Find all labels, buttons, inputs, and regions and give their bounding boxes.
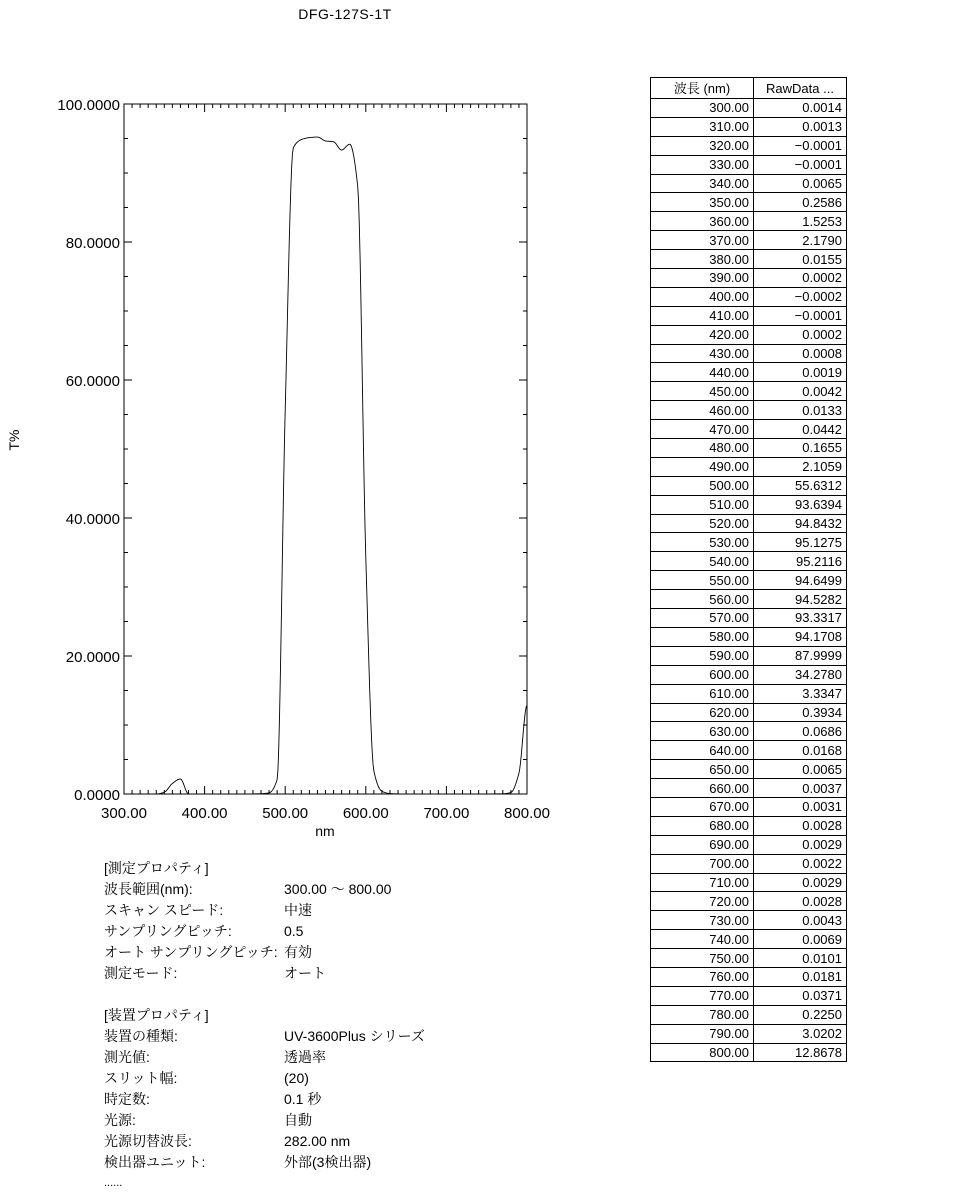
property-row — [104, 879, 425, 900]
wavelength-cell: 700.00 — [651, 854, 754, 873]
rawdata-cell: 34.2780 — [754, 665, 847, 684]
rawdata-cell: −0.0002 — [754, 287, 847, 306]
table-row — [651, 873, 847, 892]
rawdata-cell: 0.0029 — [754, 873, 847, 892]
rawdata-cell: 94.8432 — [754, 514, 847, 533]
measurement-heading: [測定プロパティ] — [104, 860, 209, 876]
table-row — [651, 533, 847, 552]
table-row — [651, 476, 847, 495]
property-key: 波長範囲(nm): — [104, 881, 193, 897]
y-tick-label: 0.0000 — [74, 787, 120, 804]
property-key: オート サンプリングピッチ: — [104, 944, 278, 960]
rawdata-cell: 3.3347 — [754, 684, 847, 703]
y-axis-label: T% — [6, 429, 22, 451]
wavelength-cell: 320.00 — [651, 136, 754, 155]
table-row — [651, 269, 847, 288]
wavelength-cell: 430.00 — [651, 344, 754, 363]
column-header-wavelength[interactable]: 波長 (nm) — [651, 78, 754, 99]
table-row — [651, 590, 847, 609]
y-tick-label: 80.0000 — [65, 235, 120, 252]
wavelength-cell: 680.00 — [651, 816, 754, 835]
rawdata-cell: 0.0442 — [754, 420, 847, 439]
rawdata-cell: 0.0155 — [754, 250, 847, 269]
wavelength-cell: 570.00 — [651, 609, 754, 628]
property-row — [104, 900, 425, 921]
wavelength-cell: 770.00 — [651, 986, 754, 1005]
wavelength-cell: 340.00 — [651, 174, 754, 193]
rawdata-cell: 0.0043 — [754, 911, 847, 930]
property-key: サンプリングピッチ: — [104, 923, 232, 939]
table-row — [651, 552, 847, 571]
x-tick-label: 400.00 — [181, 805, 228, 822]
property-value: 自動 — [284, 1112, 312, 1128]
table-row — [651, 117, 847, 136]
series-line — [124, 137, 527, 794]
wavelength-cell: 360.00 — [651, 212, 754, 231]
table-row — [651, 193, 847, 212]
table-row — [651, 779, 847, 798]
table-row — [651, 99, 847, 118]
rawdata-cell: 94.1708 — [754, 627, 847, 646]
wavelength-cell: 390.00 — [651, 269, 754, 288]
property-row — [104, 1026, 425, 1047]
wavelength-cell: 400.00 — [651, 287, 754, 306]
rawdata-cell: 94.6499 — [754, 571, 847, 590]
wavelength-cell: 650.00 — [651, 760, 754, 779]
table-row — [651, 287, 847, 306]
wavelength-cell: 780.00 — [651, 1005, 754, 1024]
wavelength-cell: 640.00 — [651, 741, 754, 760]
wavelength-cell: 710.00 — [651, 873, 754, 892]
wavelength-cell: 310.00 — [651, 117, 754, 136]
wavelength-cell: 500.00 — [651, 476, 754, 495]
wavelength-cell: 440.00 — [651, 363, 754, 382]
table-row — [651, 325, 847, 344]
table-row — [651, 703, 847, 722]
wavelength-cell: 540.00 — [651, 552, 754, 571]
data-table — [650, 77, 847, 1062]
wavelength-cell: 480.00 — [651, 439, 754, 458]
column-header-rawdata[interactable]: RawData ... — [754, 78, 847, 99]
wavelength-cell: 560.00 — [651, 590, 754, 609]
property-key: スキャン スピード: — [104, 902, 224, 918]
rawdata-cell: 0.2250 — [754, 1005, 847, 1024]
property-row — [104, 963, 425, 984]
rawdata-cell: 0.0101 — [754, 949, 847, 968]
wavelength-cell: 330.00 — [651, 155, 754, 174]
wavelength-cell: 380.00 — [651, 250, 754, 269]
property-value: 282.00 nm — [284, 1133, 351, 1149]
wavelength-cell: 510.00 — [651, 495, 754, 514]
properties-section — [104, 858, 425, 1194]
rawdata-cell: 0.0042 — [754, 382, 847, 401]
x-tick-label: 500.00 — [262, 805, 309, 822]
rawdata-cell: 0.0371 — [754, 986, 847, 1005]
plot-frame — [124, 104, 527, 794]
rawdata-cell: −0.0001 — [754, 155, 847, 174]
property-row — [104, 1089, 425, 1110]
table-row — [651, 986, 847, 1005]
table-row — [651, 892, 847, 911]
table-row — [651, 212, 847, 231]
x-axis-label: nm — [315, 823, 335, 839]
rawdata-cell: 95.1275 — [754, 533, 847, 552]
property-value: (20) — [284, 1070, 309, 1086]
rawdata-cell: 0.0069 — [754, 930, 847, 949]
wavelength-cell: 370.00 — [651, 231, 754, 250]
y-tick-label: 60.0000 — [65, 373, 120, 390]
property-value: UV-3600Plus シリーズ — [284, 1028, 425, 1044]
table-row — [651, 1024, 847, 1043]
table-row — [651, 382, 847, 401]
property-value: 0.5 — [284, 923, 304, 939]
wavelength-cell: 600.00 — [651, 665, 754, 684]
wavelength-cell: 490.00 — [651, 457, 754, 476]
table-row — [651, 571, 847, 590]
wavelength-cell: 300.00 — [651, 99, 754, 118]
table-row — [651, 816, 847, 835]
x-tick-label: 300.00 — [101, 805, 147, 822]
property-row — [104, 921, 425, 942]
wavelength-cell: 630.00 — [651, 722, 754, 741]
property-key: 検出器ユニット: — [104, 1154, 206, 1170]
y-tick-label: 20.0000 — [65, 649, 120, 666]
table-row — [651, 401, 847, 420]
rawdata-cell: 0.0002 — [754, 325, 847, 344]
property-row — [104, 1152, 425, 1173]
property-key: 測光値: — [104, 1049, 150, 1065]
property-key: 測定モード: — [104, 965, 178, 981]
table-row — [651, 930, 847, 949]
x-tick-label: 700.00 — [423, 805, 470, 822]
rawdata-cell: 0.0019 — [754, 363, 847, 382]
table-row — [651, 306, 847, 325]
rawdata-cell: 0.0008 — [754, 344, 847, 363]
rawdata-cell: 0.2586 — [754, 193, 847, 212]
y-tick-label: 40.0000 — [65, 511, 120, 528]
rawdata-cell: 0.0028 — [754, 892, 847, 911]
report-title: DFG-127S-1T — [298, 6, 392, 22]
rawdata-cell: 0.0065 — [754, 174, 847, 193]
table-row — [651, 174, 847, 193]
rawdata-cell: 94.5282 — [754, 590, 847, 609]
rawdata-cell: 1.5253 — [754, 212, 847, 231]
wavelength-cell: 660.00 — [651, 779, 754, 798]
rawdata-cell: 2.1790 — [754, 231, 847, 250]
table-row — [651, 627, 847, 646]
wavelength-cell: 730.00 — [651, 911, 754, 930]
rawdata-cell: 3.0202 — [754, 1024, 847, 1043]
wavelength-cell: 750.00 — [651, 949, 754, 968]
table-row — [651, 231, 847, 250]
property-key: スリット幅: — [104, 1070, 178, 1086]
wavelength-cell: 790.00 — [651, 1024, 754, 1043]
wavelength-cell: 450.00 — [651, 382, 754, 401]
table-row — [651, 155, 847, 174]
table-row — [651, 457, 847, 476]
wavelength-cell: 610.00 — [651, 684, 754, 703]
wavelength-cell: 590.00 — [651, 646, 754, 665]
rawdata-cell: 95.2116 — [754, 552, 847, 571]
ellipsis: ...... — [104, 1177, 123, 1189]
rawdata-cell: 0.0168 — [754, 741, 847, 760]
wavelength-cell: 470.00 — [651, 420, 754, 439]
wavelength-cell: 460.00 — [651, 401, 754, 420]
rawdata-cell: 0.0181 — [754, 967, 847, 986]
wavelength-cell: 720.00 — [651, 892, 754, 911]
table-row — [651, 1043, 847, 1062]
rawdata-cell: −0.0001 — [754, 136, 847, 155]
table-row — [651, 684, 847, 703]
rawdata-cell: 0.3934 — [754, 703, 847, 722]
property-row — [104, 942, 425, 963]
table-row — [651, 835, 847, 854]
property-key: 光源切替波長: — [104, 1133, 192, 1149]
table-row — [651, 741, 847, 760]
wavelength-cell: 530.00 — [651, 533, 754, 552]
rawdata-cell: 12.8678 — [754, 1043, 847, 1062]
table-row — [651, 609, 847, 628]
rawdata-cell: 2.1059 — [754, 457, 847, 476]
rawdata-cell: 0.0065 — [754, 760, 847, 779]
wavelength-cell: 550.00 — [651, 571, 754, 590]
wavelength-cell: 800.00 — [651, 1043, 754, 1062]
property-value: 有効 — [284, 944, 312, 960]
rawdata-cell: −0.0001 — [754, 306, 847, 325]
property-value: 外部(3検出器) — [284, 1154, 372, 1170]
y-tick-label: 100.0000 — [57, 97, 120, 114]
table-row — [651, 344, 847, 363]
property-key: 時定数: — [104, 1091, 150, 1107]
table-row — [651, 363, 847, 382]
table-row — [651, 1005, 847, 1024]
rawdata-cell: 0.0022 — [754, 854, 847, 873]
property-row — [104, 1068, 425, 1089]
wavelength-cell: 690.00 — [651, 835, 754, 854]
rawdata-cell: 0.0028 — [754, 816, 847, 835]
rawdata-cell: 0.0686 — [754, 722, 847, 741]
rawdata-cell: 0.0029 — [754, 835, 847, 854]
property-value: 300.00 ～ 800.00 — [284, 881, 392, 897]
table-row — [651, 797, 847, 816]
property-row — [104, 1110, 425, 1131]
wavelength-cell: 740.00 — [651, 930, 754, 949]
wavelength-cell: 620.00 — [651, 703, 754, 722]
table-row — [651, 911, 847, 930]
rawdata-cell: 0.0133 — [754, 401, 847, 420]
property-value: 透過率 — [284, 1049, 326, 1065]
instrument-heading: [装置プロパティ] — [104, 1007, 209, 1023]
wavelength-cell: 350.00 — [651, 193, 754, 212]
table-row — [651, 495, 847, 514]
property-row — [104, 1047, 425, 1068]
rawdata-cell: 0.0037 — [754, 779, 847, 798]
property-value: オート — [284, 965, 326, 981]
table-row — [651, 136, 847, 155]
rawdata-cell: 55.6312 — [754, 476, 847, 495]
table-row — [651, 967, 847, 986]
property-value: 0.1 秒 — [284, 1091, 322, 1107]
table-row — [651, 722, 847, 741]
rawdata-cell: 87.9999 — [754, 646, 847, 665]
transmittance-chart — [0, 0, 600, 850]
rawdata-cell: 0.0002 — [754, 269, 847, 288]
rawdata-cell: 0.0013 — [754, 117, 847, 136]
wavelength-cell: 410.00 — [651, 306, 754, 325]
rawdata-cell: 0.1655 — [754, 439, 847, 458]
rawdata-cell: 93.3317 — [754, 609, 847, 628]
table-row — [651, 665, 847, 684]
property-row — [104, 1131, 425, 1152]
wavelength-cell: 760.00 — [651, 967, 754, 986]
rawdata-cell: 0.0031 — [754, 797, 847, 816]
property-key: 光源: — [104, 1112, 136, 1128]
wavelength-cell: 580.00 — [651, 627, 754, 646]
table-row — [651, 250, 847, 269]
table-row — [651, 439, 847, 458]
table-row — [651, 646, 847, 665]
x-tick-label: 600.00 — [342, 805, 389, 822]
rawdata-cell: 0.0014 — [754, 99, 847, 118]
wavelength-cell: 670.00 — [651, 797, 754, 816]
rawdata-cell: 93.6394 — [754, 495, 847, 514]
property-key: 装置の種類: — [104, 1028, 178, 1044]
wavelength-cell: 420.00 — [651, 325, 754, 344]
table-row — [651, 854, 847, 873]
x-tick-label: 800.00 — [504, 805, 550, 822]
table-row — [651, 949, 847, 968]
table-row — [651, 420, 847, 439]
property-value: 中速 — [284, 902, 312, 918]
wavelength-cell: 520.00 — [651, 514, 754, 533]
table-row — [651, 514, 847, 533]
table-row — [651, 760, 847, 779]
